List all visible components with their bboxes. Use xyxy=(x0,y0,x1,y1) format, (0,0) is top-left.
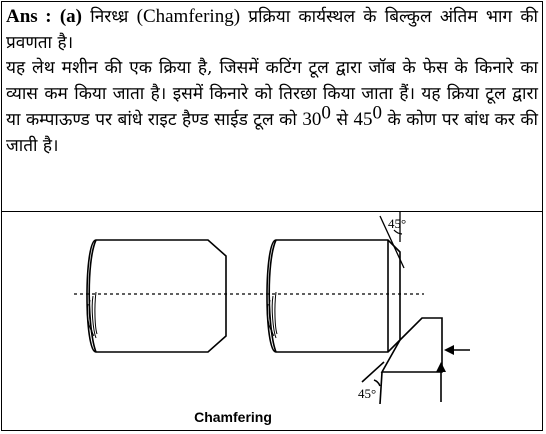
answer-term: (Chamfering) xyxy=(136,6,241,27)
degree-sup-2: 0 xyxy=(372,102,383,124)
angle-45: 45 xyxy=(353,109,373,130)
answer-label: Ans : xyxy=(6,6,52,27)
right-job xyxy=(267,240,400,352)
answer-option: (a) xyxy=(59,6,83,27)
diagram-caption: Chamfering xyxy=(194,409,272,425)
degree-sup-1: 0 xyxy=(321,102,331,124)
top-angle-label: 45° xyxy=(388,216,407,231)
answer-text xyxy=(6,4,538,159)
angle-30: 30 xyxy=(302,109,322,130)
chamfering-diagram xyxy=(0,212,546,412)
feed-arrow-vertical xyxy=(436,362,446,402)
answer-paragraph-2 xyxy=(6,56,538,159)
paragraph-2-part-b: से xyxy=(330,110,354,130)
paragraph-2-part-a: यह लेथ मशीन की एक क्रिया है, जिसमें कटिंग टूल द्वारा जॉब के फेस के किनारे का व्यास कम किया जाता है। इसमें किनारे को तिरछा किया जाता हैं। यह क्रिया टूल द्वारा या कम्पाऊण्ड पर बांधे राइट हैण्ड साईड टूल को xyxy=(6,58,538,130)
answer-line-1 xyxy=(6,4,538,56)
answer-line1-post: प्रक्रिया कार्यस्थल के बिल्कुल अंतिम भाग की प्रवणता है। xyxy=(6,7,538,53)
left-job xyxy=(87,240,226,352)
paragraph-2-part-c: के कोण पर बांध कर की जाती है। xyxy=(6,110,538,156)
feed-arrow-horizontal xyxy=(444,345,470,355)
answer-line1-pre: निरध्ध्र xyxy=(82,7,137,27)
bottom-angle-label: 45° xyxy=(358,386,377,401)
